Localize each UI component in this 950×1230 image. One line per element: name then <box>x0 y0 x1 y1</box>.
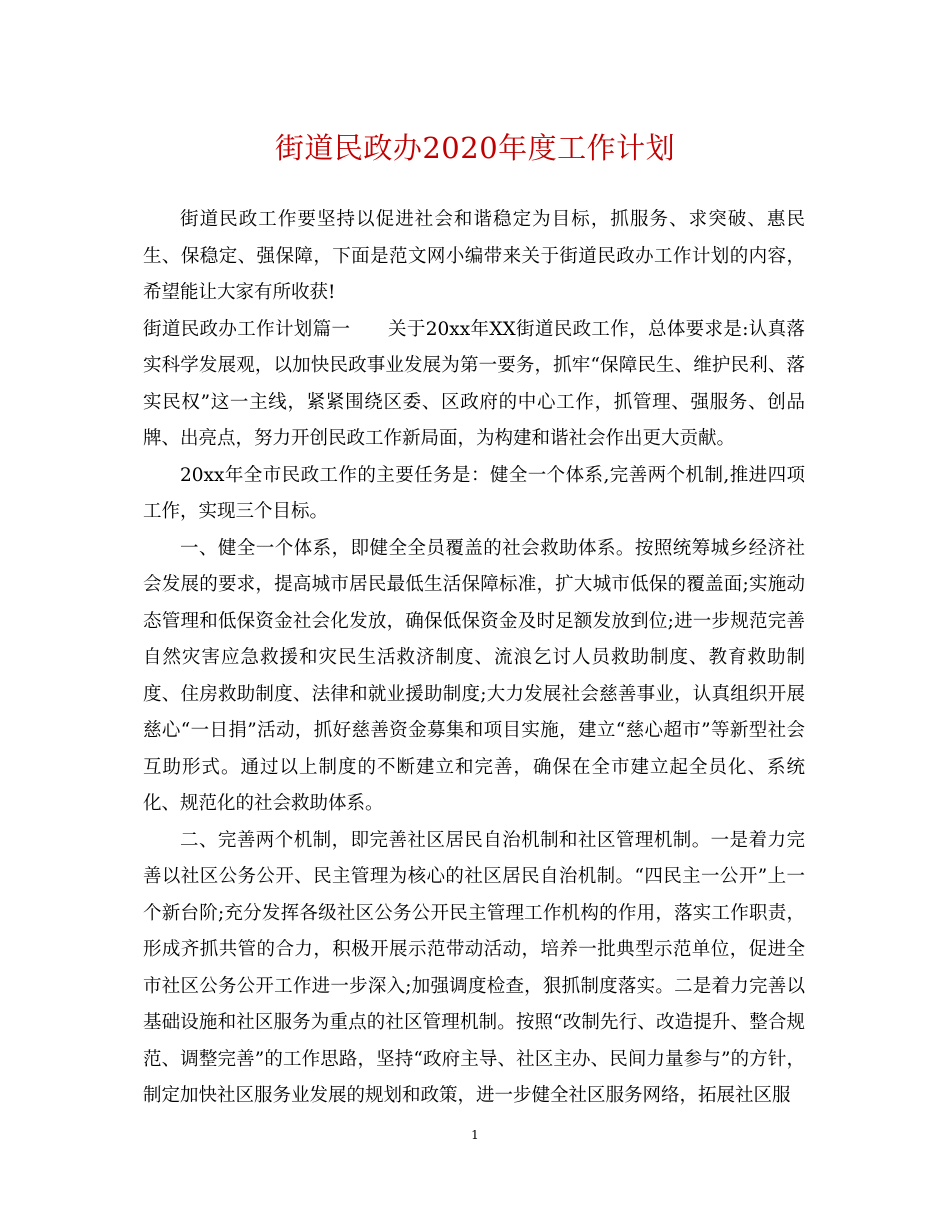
section-one-paragraph: 一、健全一个体系，即健全全员覆盖的社会救助体系。按照统筹城乡经济社会发展的要求，提高城市居民最低生活保障标准，扩大城市低保的覆盖面;实施动态管理和低保资金社会化发放，确保低保资金及时足额发放到位;进一步规范完善自然灾害应急救援和灾民生活救济制度、流浪乞讨人员救助制度、教育救助制度、住房救助制度、法律和就业援助制度;大力发展社会慈善事业，认真组织开展慈心“一日捐”活动，抓好慈善资金募集和项目实施，建立“慈心超市”等新型社会互助形式。通过以上制度的不断建立和完善，确保在全市建立起全员化、系统化、规范化的社会救助体系。 <box>143 537 805 814</box>
page-number: 1 <box>471 1128 479 1142</box>
plan-heading-paragraph: 街道民政办工作计划篇一 关于20xx年XX街道民政工作，总体要求是:认真落实科学发展观，以加快民政事业发展为第一要务，抓牢“保障民生、维护民利、落实民权”这一主线，紧紧围绕区委、区政府的中心工作，抓管理、强服务、创品牌、出亮点，努力开创民政工作新局面，为构建和谐社会作出更大贡献。 <box>143 318 805 449</box>
document-body <box>143 202 805 1115</box>
main-tasks-paragraph: 20xx年全市民政工作的主要任务是：健全一个体系,完善两个机制,推进四项工作，实现三个目标。 <box>143 464 805 522</box>
intro-paragraph: 街道民政工作要坚持以促进社会和谐稳定为目标，抓服务、求突破、惠民生、保稳定、强保障，下面是范文网小编带来关于街道民政办工作计划的内容，希望能让大家有所收获! <box>143 209 805 303</box>
section-two-paragraph: 二、完善两个机制，即完善社区居民自治机制和社区管理机制。一是着力完善以社区公务公开、民主管理为核心的社区居民自治机制。“四民主一公开”上一个新台阶;充分发挥各级社区公务公开民主管理工作机构的作用，落实工作职责，形成齐抓共管的合力，积极开展示范带动活动，培养一批典型示范单位，促进全市社区公务公开工作进一步深入;加强调度检查，狠抓制度落实。二是着力完善以基础设施和社区服务为重点的社区管理机制。按照“改制先行、改造提升、整合规范、调整完善”的工作思路，坚持“政府主导、社区主办、民间力量参与”的方针，制定加快社区服务业发展的规划和政策，进一步健全社区服务网络，拓展社区服 <box>143 829 805 1106</box>
page-title: 街道民政办2020年度工作计划 <box>274 131 676 165</box>
